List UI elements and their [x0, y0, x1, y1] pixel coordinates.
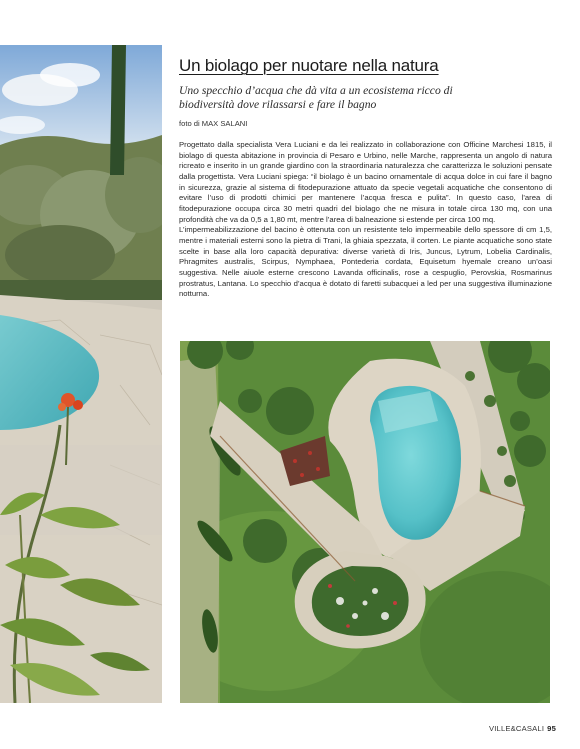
article-body [179, 140, 552, 300]
article-title: Un biolago per nuotare nella natura [179, 56, 439, 75]
body-paragraph: L’impermeabilizzazione del bacino è ottenuta con un resistente telo impermeabile dello spessore di cm 1,5, mentre i materiali esterni sono la pietra di Trani, la ghiaia spezzata, il corten. Le piante acquatiche sono state scelte in base alla loro capacità depurativa: diverse varietà di Iris, Juncus, Lytrum, Lobelia Cardinalis, Phragmites australis, Scirpus, Nymphaea, Pontederia cordata, Equisetum hyemale creano un’oasi suggestiva. Nelle aiuole esterne crescono Lavanda officinalis, rose a cespuglio, Perovskia, Rosmarinus prostratus, Lantana. Lo specchio d’acqua è dotato di faretti subacquei a led per una suggestiva illuminazione notturna. [179, 225, 552, 299]
photo-credit: foto di MAX SALANI [179, 119, 248, 128]
aerial-biolake-photo-art [180, 341, 550, 703]
article-subtitle: Uno specchio d’acqua che dà vita a un ecosistema ricco di biodiversità dove rilassarsi e fare il bagno [179, 84, 453, 111]
page-folio [489, 724, 556, 733]
magazine-name: VILLE&CASALI [488, 724, 545, 733]
pool-side-photo [0, 45, 162, 703]
page-number: 95 [547, 724, 556, 733]
aerial-biolake-photo [180, 341, 550, 703]
pool-side-photo-art [0, 45, 162, 703]
body-paragraph: Progettato dalla specialista Vera Luciani e da lei realizzato in collaborazione con Officine Marchesi 1815, il biolago di questa abitazione in provincia di Pesaro e Urbino, nelle Marche, rappresenta un angolo di natura ricreato e inserito in un grande giardino con la straordinaria naturalezza che caratterizza le soluzioni pensate dalla progettista. Vera Luciani spiega: “il biolago è un bacino ornamentale di acqua dolce in cui fare il bagno in sicurezza, grazie al sistema di fitodepurazione attuato da specie vegetali acquatiche che consentono di evitare l’uso di prodotti chimici per mantenere l’acqua fresca e pulita”. In questo caso, l’area di fitodepurazione occupa circa 30 metri quadri del biolago che ne misura in totale circa 130 mq, con una profondità che va da 0,5 a 1,80 mt, mentre l’area di balneazione si estende per circa 100 mq. [179, 140, 552, 224]
